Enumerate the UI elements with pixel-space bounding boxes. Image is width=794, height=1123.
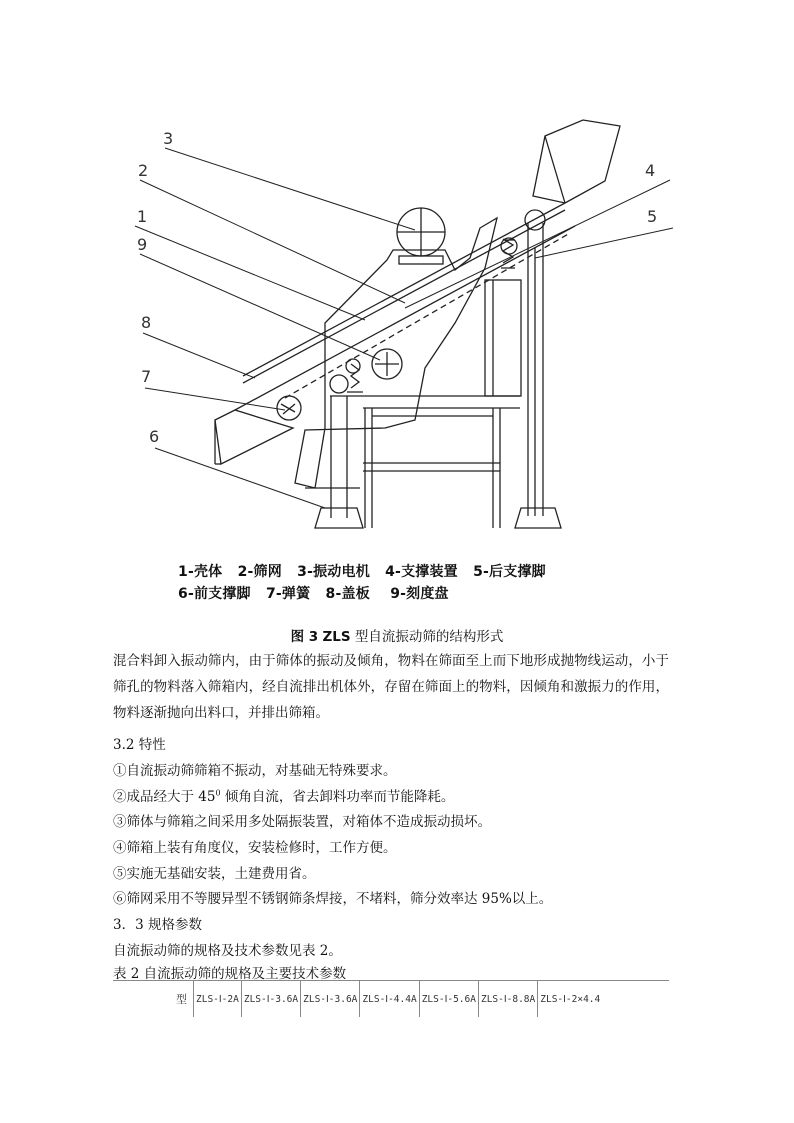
table-row [113, 981, 602, 1017]
figure-legend-line-2: 6-前支撑脚 7-弹簧 8-盖板 9-刻度盘 [178, 586, 449, 602]
body-paragraph: 混合料卸入振动筛内，由于筛体的振动及倾角，物料在筛面至上而下地形成抛物线运动，小于筛孔的物料落入筛箱内，经自流排出机体外，存留在筛面上的物料，因倾角和激振力的作用，物料逐渐抛向出料口，并排出筛箱。 [113, 653, 669, 721]
caption-model: ZLS [322, 629, 351, 645]
feature-item-6: ⑥筛网采用不等腰异型不锈钢筛条焊接，不堵料，筛分效率达 95%以上。 [113, 891, 553, 907]
front-post-cap [330, 375, 348, 393]
feature-item-2-b: 倾角自流，省去卸料功率而节能降耗。 [220, 789, 455, 805]
leader-2 [140, 180, 405, 303]
shell-top-edge-2 [243, 210, 565, 383]
model-cell: ZLS-Ⅰ-3.6A [301, 981, 360, 1017]
table-reference-text: 自流振动筛的规格及技术参数见表 2。 [113, 943, 342, 959]
figure-legend-line-1: 1-壳体 2-筛网 3-振动电机 4-支撑装置 5-后支撑脚 [178, 564, 546, 580]
model-cell: ZLS-Ⅰ-2A [194, 981, 242, 1017]
leader-7 [145, 388, 285, 410]
rear-foot-base [515, 508, 561, 528]
model-cell: ZLS-Ⅰ-3.6A [241, 981, 300, 1017]
callout-7: 7 [141, 367, 152, 386]
leader-1 [135, 226, 365, 320]
feature-item-3: ③筛体与筛箱之间采用多处隔振装置，对箱体不造成振动损坏。 [113, 814, 491, 830]
caption-text: 型自流振动筛的结构形式 [350, 629, 504, 645]
leader-9 [140, 254, 380, 360]
screen-line [285, 233, 570, 398]
spec-table [113, 980, 669, 1017]
callout-4: 4 [645, 161, 656, 180]
feature-item-2 [113, 785, 454, 805]
outlet-chute [215, 410, 293, 464]
callout-6: 6 [149, 427, 160, 446]
table-title: 表 2 自流振动筛的规格及主要技术参数 [113, 966, 347, 982]
model-cell: ZLS-Ⅰ-5.6A [419, 981, 478, 1017]
callout-9: 9 [137, 235, 148, 254]
table-row-header: 型 [176, 993, 187, 1006]
callout-3: 3 [163, 129, 174, 148]
caption-prefix: 图 3 [290, 629, 319, 645]
rear-post-cap [525, 210, 545, 230]
callout-5: 5 [647, 207, 658, 226]
feature-item-1: ①自流振动筛筛箱不振动，对基础无特殊要求。 [113, 763, 397, 779]
zls-structure-drawing [125, 108, 685, 548]
degree-superscript: 0 [215, 788, 221, 798]
section-heading-3-3: 3．3 规格参数 [113, 917, 202, 933]
model-cell: ZLS-Ⅰ-4.4A [360, 981, 419, 1017]
inlet-chute [533, 120, 620, 203]
support-stand [485, 280, 521, 396]
model-cell: ZLS-Ⅰ-8.8A [478, 981, 537, 1017]
feature-item-4: ④筛箱上装有角度仪，安装检修时，工作方便。 [113, 840, 397, 856]
callout-8: 8 [141, 313, 152, 332]
leader-5 [535, 228, 673, 258]
callout-1: 1 [137, 207, 148, 226]
section-heading-3-2: 3.2 特性 [113, 737, 166, 753]
figure-caption [0, 625, 794, 645]
leader-3 [165, 148, 415, 230]
callout-2: 2 [138, 161, 149, 180]
front-foot-base [315, 508, 363, 528]
leader-4 [405, 180, 670, 308]
leader-8 [143, 333, 255, 378]
feature-item-2-a: ②成品经大于 45 [113, 789, 216, 805]
hopper-body [295, 218, 497, 488]
front-spring [347, 364, 363, 392]
model-cell: ZLS-Ⅰ-2×4.4 [538, 981, 603, 1017]
feature-item-5: ⑤实施无基础安装，土建费用省。 [113, 866, 316, 882]
